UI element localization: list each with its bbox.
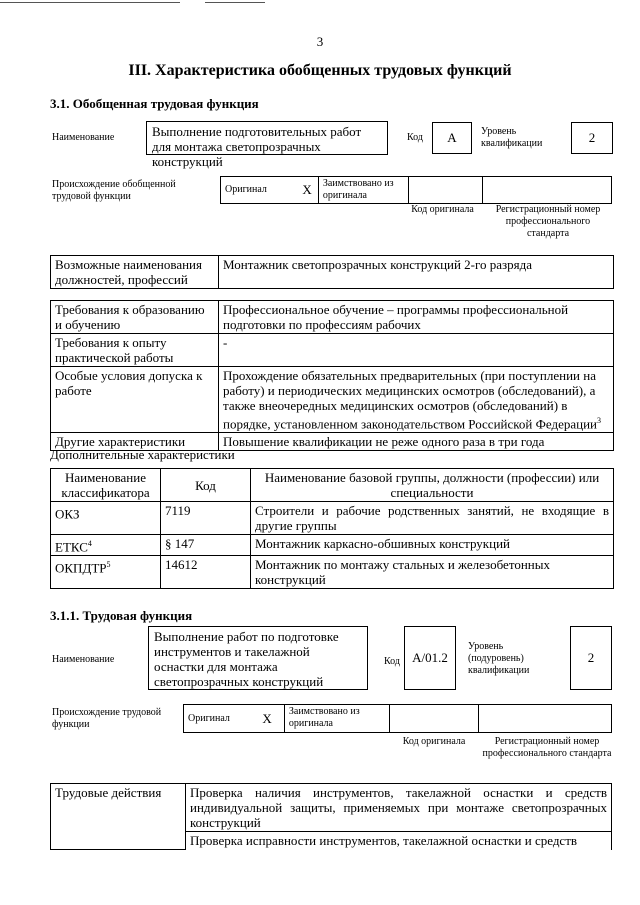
tf-level-value: 2 [587,650,595,665]
otf-code-label: Код [407,132,423,143]
add-header-text: Код [195,477,216,493]
classifier-code: 7119 [165,503,191,518]
otf-original-mark: X [302,182,312,197]
otf-level-value: 2 [588,130,596,145]
otf-name-box [146,121,388,169]
tf-borrowed-cell [284,705,389,733]
tf-code-label: Код [384,656,400,667]
tf-name-box [148,626,368,690]
req-row-conditions-value [219,367,614,433]
additional-table [50,468,614,589]
add-cell-desc [251,502,614,535]
classifier-name: ОКЗ [55,506,80,522]
req-row-other-value [219,433,614,451]
otf-borrowed-cell [318,177,408,204]
footnote-ref: 4 [87,539,92,548]
list-item [186,784,612,832]
positions-label: Возможные наименования должностей, профессий [55,257,202,287]
footnote-ref: 5 [106,560,111,570]
otf-code-original-label: Код оригинала [411,204,474,215]
classifier-code: § 147 [165,536,195,551]
positions-value: Монтажник светопрозрачных конструкций 2-го разряда [223,257,533,272]
scan-mark-line [205,2,265,3]
classifier-name: ЕТКС [55,539,88,555]
action-text: Проверка исправности инструментов, такелажной оснастки и средств [190,833,578,848]
otf-name-label: Наименование [52,132,115,143]
classifier-desc: Монтажник каркасно-обшивных конструкций [255,536,510,551]
req-label: Требования к образованию и обучению [55,302,205,332]
additional-heading: Дополнительные характеристики [50,447,235,462]
req-row-education-value [219,301,614,334]
otf-heading: 3.1. Обобщенная трудовая функция [50,96,259,111]
otf-origin-table [220,176,612,204]
add-cell-name [51,556,161,589]
otf-level-box [571,122,613,154]
classifier-name: ОКПДТР [55,560,107,576]
otf-code-box [432,122,472,154]
positions-table [50,255,614,289]
otf-level-label: Уровень квалификации [481,126,543,149]
actions-label-cell [51,784,186,850]
req-value: Повышение квалификации не реже одного раза в три года [223,434,545,450]
tf-reg-number-label: Регистрационный номер профессионального стандарта [482,736,612,759]
add-cell-code [161,502,251,535]
add-cell-name [51,535,161,556]
tf-original-mark-cell [258,705,284,733]
scan-mark-line [0,2,180,3]
add-cell-desc [251,535,614,556]
add-cell-desc [251,556,614,589]
list-item [186,832,612,850]
table-row [51,535,614,556]
tf-heading: 3.1.1. Трудовая функция [50,608,193,623]
section-title: III. Характеристика обобщенных трудовых функций [128,62,512,79]
add-header-code [161,469,251,502]
req-row-conditions-label [51,367,219,433]
classifier-desc: Строители и рабочие родственных занятий, не входящие в другие группы [255,503,609,533]
footnote-ref: 3 [597,416,602,425]
otf-code-value: А [447,130,457,145]
classifier-desc: Монтажник по монтажу стальных и железобетонных конструкций [255,557,550,588]
otf-reg-number-label: Регистрационный номер профессионального стандарта [495,204,601,239]
page-number: 3 [316,34,324,49]
otf-original-label: Оригинал [225,184,267,195]
req-value: - [223,335,228,350]
tf-original-mark: X [262,710,272,726]
table-row [51,502,614,535]
otf-origin-label: Происхождение обобщенной трудовой функции [52,179,176,202]
tf-original-label: Оригинал [188,712,230,724]
otf-code-original-cell [408,177,483,204]
tf-origin-table [183,704,612,733]
action-text: Проверка наличия инструментов, такелажной оснастки и средств индивидуальной защиты, применяемых при монтаже светопрозрачных конструкций [190,785,607,830]
tf-original-cell [184,705,259,733]
otf-name-value: Выполнение подготовительных работ для монтажа светопрозрачных конструкций [152,124,362,169]
tf-borrowed-label: Заимствовано из оригинала [288,706,360,729]
tf-code-original-label: Код оригинала [402,736,466,747]
otf-reg-number-cell [483,177,612,204]
tf-code-box [404,626,456,690]
actions-label: Трудовые действия [55,785,162,800]
tf-level-box [570,626,612,690]
tf-origin-label: Происхождение трудовой функции [52,707,162,730]
req-value: Профессиональное обучение – программы профессиональной подготовки по профессиям рабочих [223,302,569,332]
actions-table [50,783,612,850]
tf-reg-number-cell [479,705,612,733]
req-label: Другие характеристики [55,434,186,450]
tf-level-label: Уровень (подуровень) квалификации [468,641,530,676]
tf-name-value: Выполнение работ по подготовке инструментов и такелажной оснастки для монтажа светопрозрачных конструкций [154,629,339,689]
tf-name-label: Наименование [52,654,115,665]
req-row-education-label [51,301,219,334]
add-header-classifier [51,469,161,502]
table-row [51,556,614,589]
add-header-text: Наименование базовой группы, должности (профессии) или специальности [264,470,600,500]
add-header-desc [251,469,614,502]
otf-original-mark-cell [298,177,318,204]
req-value: Прохождение обязательных предварительных (при поступлении на работу) и периодических медицинских осмотров (обследований), а также внеочередных медицинских осмотров (обследований) в порядке, установленном законодательством Российской Федерации [223,368,598,432]
req-label: Особые условия допуска к работе [55,368,203,398]
otf-borrowed-label: Заимствовано из оригинала [322,178,394,201]
add-cell-name [51,502,161,535]
classifier-code: 14612 [165,557,198,573]
req-row-experience-value [219,334,614,367]
positions-label-cell [51,256,219,289]
otf-original-cell [221,177,299,204]
tf-code-value: A/01.2 [412,650,448,665]
add-cell-code [161,535,251,556]
positions-value-cell [219,256,614,289]
req-row-experience-label [51,334,219,367]
add-cell-code [161,556,251,589]
requirements-table [50,300,614,451]
add-header-text: Наименование классификатора [61,470,150,500]
req-label: Требования к опыту практической работы [55,335,174,365]
tf-code-original-cell [389,705,479,733]
